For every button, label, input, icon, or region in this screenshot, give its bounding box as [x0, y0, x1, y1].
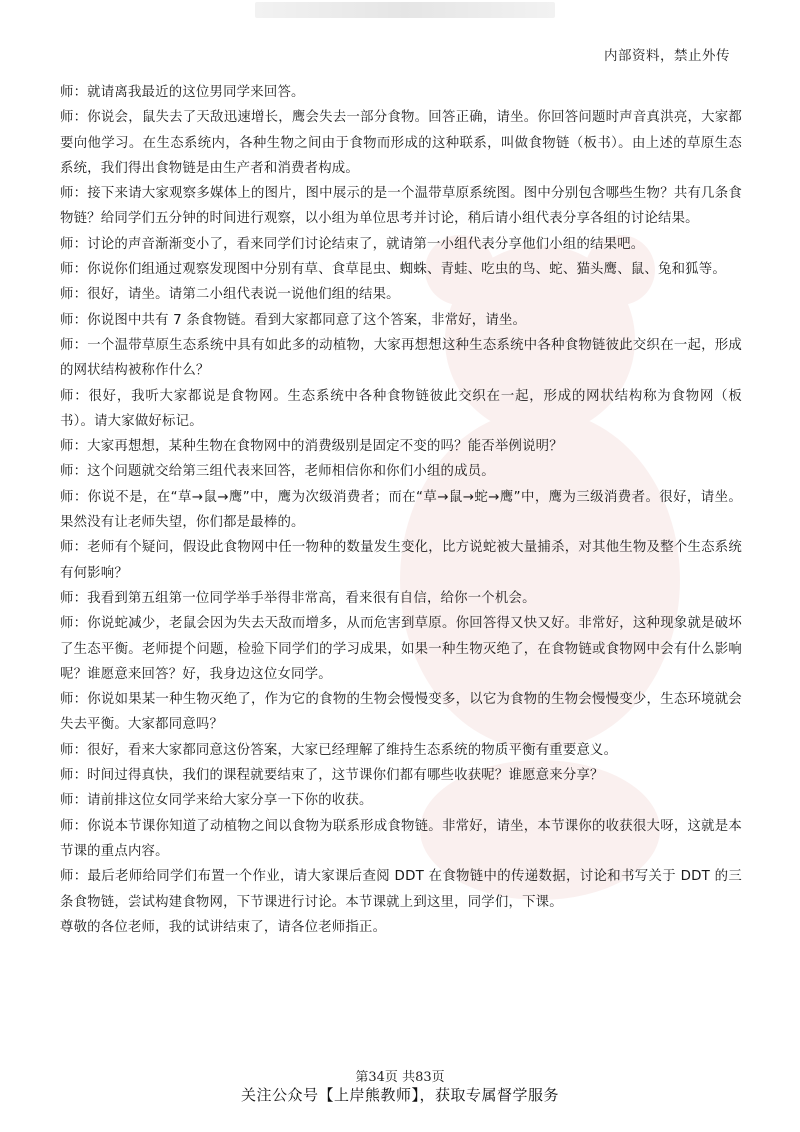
footer-promo: 关注公众号【上岸熊教师】，获取专属督学服务	[240, 1086, 559, 1104]
confidential-note: 内部资料，禁止外传	[604, 48, 730, 64]
paragraph: 师：你说你们组通过观察发现图中分别有草、食草昆虫、蜘蛛、青蛙、吃虫的鸟、蛇、猫头鹰、鼠、兔和狐等。	[60, 262, 726, 278]
paragraph: 师：很好，我听大家都说是食物网。生态系统中各种食物链彼此交织在一起，形成的网状结构称为食物网（板书）。请大家做好标记。	[60, 388, 742, 429]
paragraph: 师：你说蛇减少，老鼠会因为失去天敌而增多，从而危害到草原。你回答得又快又好。非常好，这种现象就是破坏了生态平衡。老师提个问题，检验下同学们的学习成果，如果一种生物灭绝了，在食物链或食物网中会有什么影响呢？谁愿意来回答？好，我身边这位女同学。	[60, 616, 742, 682]
paragraph: 尊敬的各位老师，我的试讲结束了，请各位老师指正。	[60, 919, 387, 935]
paragraph: 师：你说如果某一种生物灭绝了，作为它的食物的生物会慢慢变多，以它为食物的生物会慢慢变少，生态环境就会失去平衡。大家都同意吗？	[60, 692, 742, 733]
paragraph: 师：请前排这位女同学来给大家分享一下你的收获。	[60, 793, 373, 809]
paragraph: 师：这个问题就交给第三组代表来回答，老师相信你和你们小组的成员。	[60, 464, 495, 480]
paragraph: 师：你说图中共有 7 条食物链。看到大家都同意了这个答案，非常好，请坐。	[60, 312, 527, 328]
paragraph: 师：讨论的声音渐渐变小了，看来同学们讨论结束了，就请第一小组代表分享他们小组的结果吧。	[60, 236, 645, 252]
paragraph: 师：一个温带草原生态系统中具有如此多的动植物，大家再想想这种生态系统中各种食物链彼此交织在一起，形成的网状结构被称作什么？	[60, 337, 742, 379]
lecture-transcript	[60, 80, 742, 940]
paragraph: 师：我看到第五组第一位同学举手举得非常高，看来很有自信，给你一个机会。	[60, 590, 536, 606]
paragraph: 师：时间过得真快，我们的课程就要结束了，这节课你们都有哪些收获呢？谁愿意来分享？	[60, 768, 604, 784]
paragraph: 师：你说不是，在“草→鼠→鹰”中，鹰为次级消费者；而在“草→鼠→蛇→鹰”中，鹰为三级消费者。很好，请坐。果然没有让老师失望，你们都是最棒的。	[60, 489, 742, 531]
paragraph: 师：最后老师给同学们布置一个作业，请大家课后查阅 DDT 在食物链中的传递数据，讨论和书写关于 DDT 的三条食物链，尝试构建食物网，下节课进行讨论。本节课就上到这里，同学们，下课。	[60, 869, 742, 910]
paragraph: 师：接下来请大家观察多媒体上的图片，图中展示的是一个温带草原系统图。图中分别包含哪些生物？共有几条食物链？给同学们五分钟的时间进行观察，以小组为单位思考并讨论，稍后请小组代表分享各组的讨论结果。	[60, 186, 742, 227]
faded-header-band	[255, 2, 555, 18]
paragraph: 师：你说会，鼠失去了天敌迅速增长，鹰会失去一部分食物。回答正确，请坐。你回答问题时声音真洪亮，大家都要向他学习。在生态系统内，各种生物之间由于食物而形成的这种联系，叫做食物链（板书）。由上述的草原生态系统，我们得出食物链是由生产者和消费者构成。	[60, 110, 742, 176]
paragraph: 师：你说本节课你知道了动植物之间以食物为联系形成食物链。非常好，请坐，本节课你的收获很大呀，这就是本节课的重点内容。	[60, 818, 742, 859]
paragraph: 师：很好，看来大家都同意这份答案，大家已经理解了维持生态系统的物质平衡有重要意义。	[60, 742, 618, 758]
paragraph: 师：老师有个疑问，假设此食物网中任一物种的数量发生变化，比方说蛇被大量捕杀，对其他生物及整个生态系统有何影响？	[60, 540, 742, 581]
paragraph: 师：就请离我最近的这位男同学来回答。	[60, 85, 305, 100]
page-number: 第34页 共83页	[355, 1070, 445, 1085]
paragraph: 师：很好，请坐。请第二小组代表说一说他们组的结果。	[60, 287, 400, 303]
paragraph: 师：大家再想想，某种生物在食物网中的消费级别是固定不变的吗？能否举例说明？	[60, 439, 563, 455]
